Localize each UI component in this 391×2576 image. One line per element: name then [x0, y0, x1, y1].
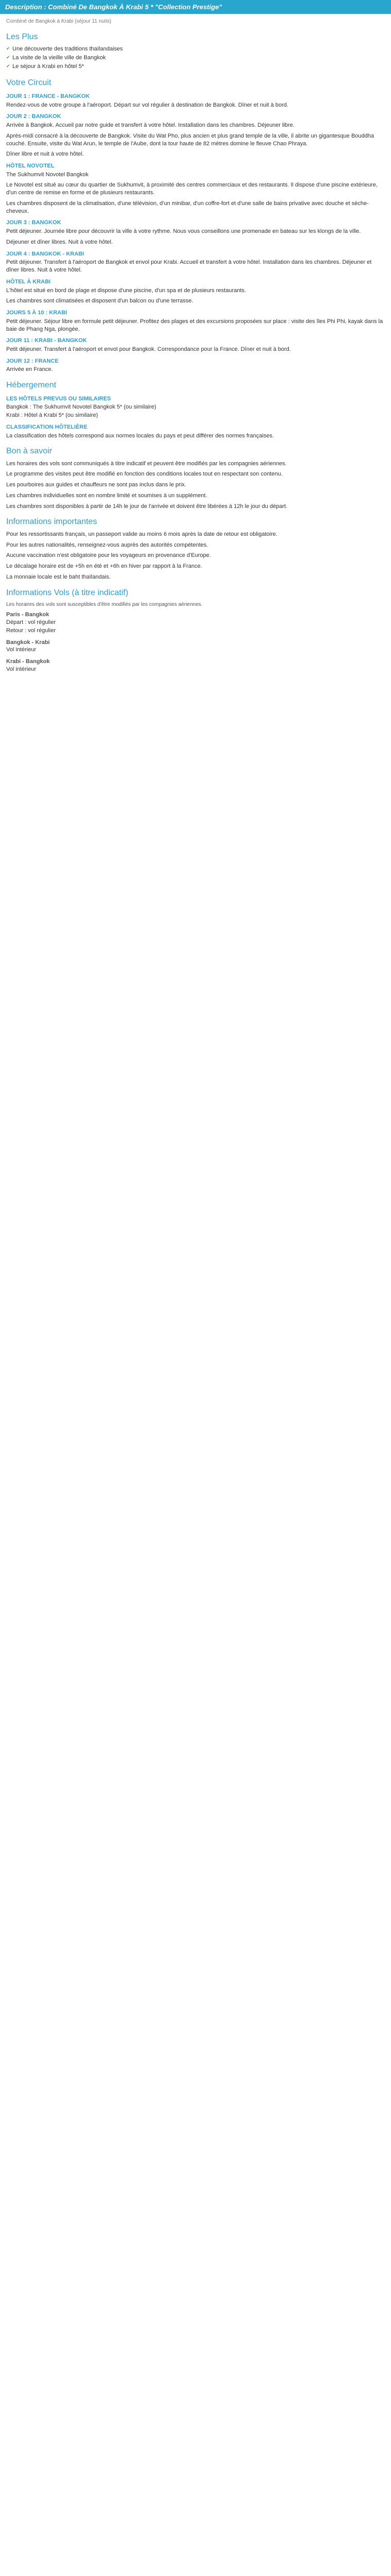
formalites-section: [6, 516, 385, 581]
day-title: JOUR 2 : BANGKOK: [6, 113, 61, 120]
hebergement-block-title: LES HÔTELS PREVUS OU SIMILAIRES: [6, 395, 111, 402]
day-paragraph: Déjeuner et dîner libres. Nuit à votre hôtel.: [6, 239, 113, 245]
day-paragraph: Petit déjeuner. Transfert à l'aéroport de Bangkok et envol pour Krabi. Accueil et transfert à votre hôtel. Installation dans les chambres. Déjeuner et dîner libres. Nuit à votre hôtel.: [6, 259, 372, 274]
formalites-title: Informations importantes: [6, 517, 97, 527]
plus-item: ✔ Une découverte des traditions thaïlandaises: [6, 45, 385, 54]
vols-line: Départ : vol régulier: [6, 619, 56, 626]
day-title: HÔTEL À KRABI: [6, 278, 51, 285]
plus-list: [6, 45, 385, 71]
formalites-paragraph: Le décalage horaire est de +5h en été et +6h en hiver par rapport à la France.: [6, 563, 202, 570]
vols-section: [6, 587, 385, 673]
day-paragraph: The Sukhumvit Novotel Bangkok: [6, 171, 89, 178]
day-paragraph: L'hôtel est situé en bord de plage et dispose d'une piscine, d'un spa et de plusieurs restaurants.: [6, 287, 246, 294]
page-banner: Description : Combiné De Bangkok À Krabi 5 * "Collection Prestige": [0, 0, 391, 14]
content: [0, 14, 391, 673]
plus-item: ✔ La visite de la vieille ville de Bangkok: [6, 54, 385, 63]
day-paragraph: Arrivée à Bangkok. Accueil par notre guide et transfert à votre hôtel. Installation dans les chambres. Déjeuner libre.: [6, 122, 295, 129]
day-title: JOUR 3 : BANGKOK: [6, 219, 61, 226]
formalites-paragraph: Pour les ressortissants français, un passeport valide au moins 6 mois après la date de retour est obligatoire.: [6, 531, 278, 537]
day-paragraph: Après-midi consacré à la découverte de Bangkok. Visite du Wat Pho, plus ancien et plus grand temple de la ville, il abrite un gigantesque Bouddha couché. Ensuite, visite du Wat Arun, le temple de l'Aube, dont la tour haute de 82 mètres domine le fleuve Chao Phraya.: [6, 132, 374, 147]
day-paragraph: Petit déjeuner. Transfert à l'aéroport et envol pour Bangkok. Correspondance pour la France. Dîner et nuit à bord.: [6, 346, 291, 352]
day-title: JOUR 11 : KRABI - BANGKOK: [6, 337, 87, 344]
circuit-title: Votre Circuit: [6, 78, 52, 88]
hebergement-block-title: CLASSIFICATION HÔTELIÈRE: [6, 423, 88, 430]
plus-item: ✔ Le séjour à Krabi en hôtel 5*: [6, 63, 385, 72]
page: [0, 0, 391, 673]
bonasavoir-paragraph: Les horaires des vols sont communiqués à titre indicatif et peuvent être modifiés par les compagnies aériennes.: [6, 460, 287, 467]
circuit-section: [6, 77, 385, 374]
vols-group-title: Paris - Bangkok: [6, 612, 50, 618]
bonasavoir-paragraph: Les chambres individuelles sont en nombre limité et soumises à un supplément.: [6, 492, 207, 499]
bonasavoir-paragraph: Les pourboires aux guides et chauffeurs ne sont pas inclus dans le prix.: [6, 482, 186, 488]
formalites-paragraphs: [6, 531, 385, 581]
day-paragraph: Petit déjeuner. Séjour libre en formule petit déjeuner. Profitez des plages et des excursions proposées sur place : visite des îles Phi Phi, kayak dans la baie de Phang Nga, plongée.: [6, 318, 383, 332]
vols-group-title: Krabi - Bangkok: [6, 658, 50, 665]
vols-group-title: Bangkok - Krabi: [6, 639, 50, 646]
day-title: JOUR 12 : FRANCE: [6, 358, 59, 364]
hebergement-line: La classification des hôtels correspond aux normes locales du pays et peut différer des normes françaises.: [6, 432, 274, 439]
day-paragraph: Rendez-vous de votre groupe à l'aéroport. Départ sur vol régulier à destination de Bangkok. Dîner et nuit à bord.: [6, 101, 288, 108]
vols-line: Vol intérieur: [6, 666, 37, 672]
formalites-paragraph: Aucune vaccination n'est obligatoire pour les voyageurs en provenance d'Europe.: [6, 552, 211, 559]
hebergement-title: Hébergement: [6, 381, 56, 390]
bonasavoir-paragraph: Les chambres sont disponibles à partir de 14h le jour de l'arrivée et doivent être libérées à 12h le jour du départ.: [6, 503, 288, 510]
bonasavoir-section: [6, 446, 385, 510]
vols-line: Vol intérieur: [6, 647, 37, 653]
vols-group: [6, 639, 385, 654]
vols-intro: Les horaires des vols sont susceptibles d'être modifiés par les compagnies aériennes.: [6, 601, 203, 607]
hebergement-section: [6, 380, 385, 439]
bonasavoir-title: Bon à savoir: [6, 447, 52, 456]
hebergement-line: Krabi : Hôtel à Krabi 5* (ou similaire): [6, 412, 98, 419]
day-paragraph: Les chambres disposent de la climatisation, d'une télévision, d'un minibar, d'un coffre-fort et d'une salle de bains privative avec douche et sèche-cheveux.: [6, 200, 369, 214]
day-paragraph: Dîner libre et nuit à votre hôtel.: [6, 151, 84, 158]
formalites-paragraph: La monnaie locale est le baht thaïlandais.: [6, 573, 111, 580]
vols-group: [6, 611, 385, 634]
hebergement-line: Bangkok : The Sukhumvit Novotel Bangkok 5* (ou similaire): [6, 404, 156, 411]
bonasavoir-paragraphs: [6, 460, 385, 511]
day-paragraph: Petit déjeuner. Journée libre pour découvrir la ville à votre rythme. Nous vous conseillons une promenade en bateau sur les klongs de la ville.: [6, 228, 361, 235]
day-title: JOUR 4 : BANGKOK - KRABI: [6, 250, 84, 257]
day-paragraph: Les chambres sont climatisées et disposent d'un balcon ou d'une terrasse.: [6, 298, 193, 304]
day-title: HÔTEL NOVOTEL: [6, 163, 55, 170]
formalites-paragraph: Pour les autres nationalités, renseignez-vous auprès des autorités compétentes.: [6, 541, 208, 548]
plus-title: Les Plus: [6, 32, 38, 41]
plus-section: [6, 31, 385, 72]
vols-groups: [6, 611, 385, 673]
vols-title: Informations Vols (à titre indicatif): [6, 588, 128, 597]
day-title: JOURS 5 À 10 : KRABI: [6, 310, 67, 316]
vols-line: Retour : vol régulier: [6, 627, 56, 634]
vols-group: [6, 658, 385, 673]
day-paragraph: Le Novotel est situé au cœur du quartier de Sukhumvit, à proximité des centres commerciaux et des restaurants. Il dispose d'une piscine extérieure, d'un centre de remise en forme et de plusieurs restaurants.: [6, 182, 378, 196]
page-subtitle: Combiné de Bangkok à Krabi (séjour 11 nuits): [6, 19, 111, 25]
day-paragraph: Arrivée en France.: [6, 366, 53, 373]
circuit-days: [6, 93, 385, 374]
day-title: JOUR 1 : FRANCE - BANGKOK: [6, 93, 90, 99]
bonasavoir-paragraph: Le programme des visites peut être modifié en fonction des conditions locales tout en respectant son contenu.: [6, 471, 283, 478]
hebergement-blocks: [6, 395, 385, 440]
